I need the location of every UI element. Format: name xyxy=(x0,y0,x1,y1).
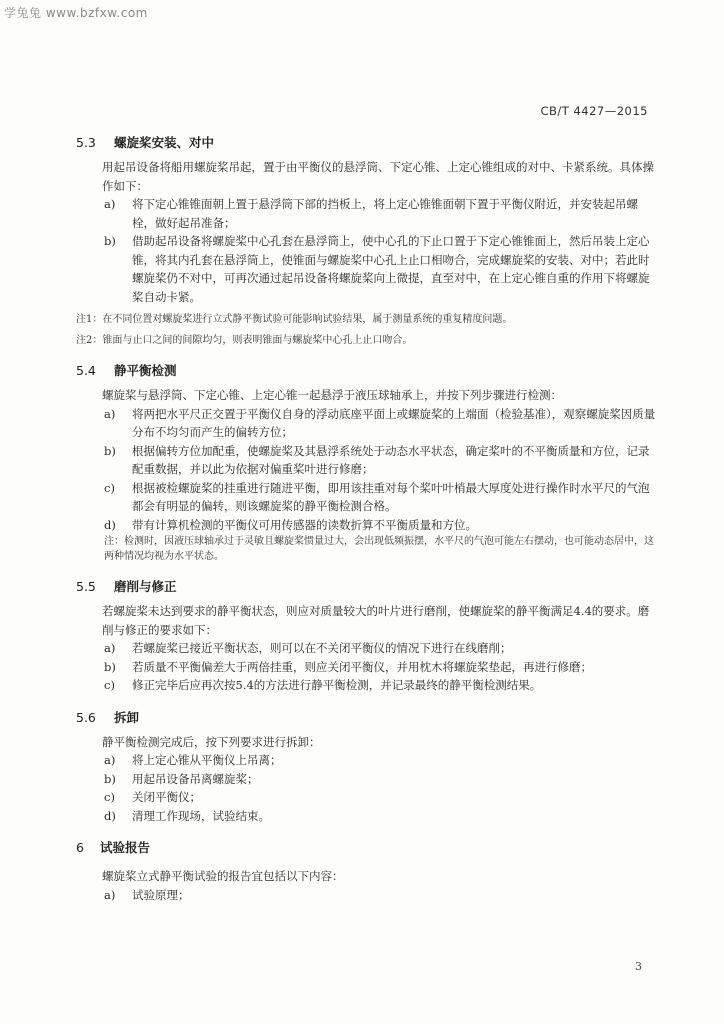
section-number: 5.3 xyxy=(76,135,96,150)
document-body xyxy=(76,134,656,904)
paragraph: 螺旋桨立式静平衡试验的报告宜包括以下内容： xyxy=(102,869,344,883)
note: 注2：锥面与止口之间的间隙均匀，则表明锥面与螺旋桨中心孔上止口吻合。 xyxy=(76,335,413,346)
list-item: b) 借助起吊设备将螺旋桨中心孔套在悬浮筒上，使中心孔的下止口置于下定心锥锥面上，然后吊装上定心锥，将其内孔套在悬浮筒上，使锥面与螺旋桨中心孔上止口相吻合，完成螺旋桨的安装、对中；若此时螺旋桨仍不对中，可再次通过起吊设备将螺旋桨向上微提，直至对中，在上定心锥自重的作用下将螺旋桨自动卡紧。 xyxy=(104,234,650,304)
list-item: a) 将上定心锥从平衡仪上吊离； xyxy=(104,753,282,767)
section-title: 拆卸 xyxy=(114,709,140,725)
list-item: a) 将两把水平尺正交置于平衡仪自身的浮动底座平面上或螺旋桨的上端面（检验基准），观察螺旋桨因质量分布不均匀而产生的偏转方位； xyxy=(104,406,656,439)
paragraph: 静平衡检测完成后，按下列要求进行拆卸： xyxy=(102,734,321,749)
section-heading-6 xyxy=(76,839,656,857)
list-item: b) 根据偏转方位加配重，使螺旋桨及其悬浮系统处于动态水平状态，确定桨叶的不平衡质量和方位，记录配重数据，并以此为依据对偏重桨叶进行修磨； xyxy=(104,443,650,476)
section-title: 试验报告 xyxy=(100,840,151,855)
list-item: c) 修正完毕后应再次按5.4的方法进行静平衡检测，并记录最终的静平衡检测结果。 xyxy=(104,678,542,692)
page-number: 3 xyxy=(635,960,642,973)
section-title: 静平衡检测 xyxy=(114,363,177,378)
section-number: 6 xyxy=(76,840,84,855)
list-item: b) 若质量不平衡偏差大于两倍挂重，则应关闭平衡仪，并用枕木将螺旋桨垫起，再进行修磨； xyxy=(104,659,592,674)
section-heading-5-3 xyxy=(76,134,656,152)
section-number: 5.4 xyxy=(76,363,96,378)
paragraph: 用起吊设备将船用螺旋桨吊起，置于由平衡仪的悬浮筒、下定心锥、上定心锥组成的对中、卡紧系统。具体操作如下： xyxy=(102,160,654,193)
list-item: a) 将下定心锥锥面朝上置于悬浮筒下部的挡板上，将上定心锥锥面朝下置于平衡仪附近，并安装起吊螺栓，做好起吊准备； xyxy=(104,197,638,230)
list-item: a) 试验原理； xyxy=(104,887,190,902)
list-item: d) 清理工作现场，试验结束。 xyxy=(104,808,270,823)
list-item: c) 关闭平衡仪； xyxy=(104,790,201,804)
list-item: c) 根据被检螺旋桨的挂重进行随进平衡，即用该挂重对每个桨叶叶梢最大厚度处进行操作时水平尺的气泡都会有明显的偏转，则该螺旋桨的静平衡检测合格。 xyxy=(104,480,650,513)
list-item: b) 用起吊设备吊离螺旋桨； xyxy=(104,771,259,786)
section-heading-5-4 xyxy=(76,362,656,380)
section-number: 5.5 xyxy=(76,579,96,594)
note: 注：检测时，因液压球轴承过于灵敏且螺旋桨惯量过大，会出现低频振摆，水平尺的气泡可能左右摆动，也可能动态居中，这两种情况均视为水平状态。 xyxy=(104,536,654,562)
list-item: a) 若螺旋桨已接近平衡状态，则可以在不关闭平衡仪的情况下进行在线磨削； xyxy=(104,641,512,655)
standard-code: CB/T 4427—2015 xyxy=(540,104,648,118)
section-number: 5.6 xyxy=(76,709,96,725)
note: 注1：在不同位置对螺旋桨进行立式静平衡试验可能影响试验结果，属于测量系统的重复精度问题。 xyxy=(76,314,513,325)
section-title: 磨削与修正 xyxy=(114,579,177,594)
paragraph: 螺旋桨与悬浮筒、下定心锥、上定心锥一起悬浮于液压球轴承上，并按下列步骤进行检测： xyxy=(102,388,562,402)
paragraph: 若螺旋桨未达到要求的静平衡状态，则应对质量较大的叶片进行磨削，使螺旋桨的静平衡满足4.4的要求。磨削与修正的要求如下： xyxy=(102,604,650,637)
section-heading-5-6 xyxy=(76,709,656,727)
section-heading-5-5 xyxy=(76,578,656,596)
section-title: 螺旋桨安装、对中 xyxy=(114,135,215,150)
list-item: d) 带有计算机检测的平衡仪可用传感器的读数折算不平衡质量和方位。 xyxy=(104,517,477,532)
watermark: 学兔兔 www.bzfxw.com xyxy=(4,6,148,20)
